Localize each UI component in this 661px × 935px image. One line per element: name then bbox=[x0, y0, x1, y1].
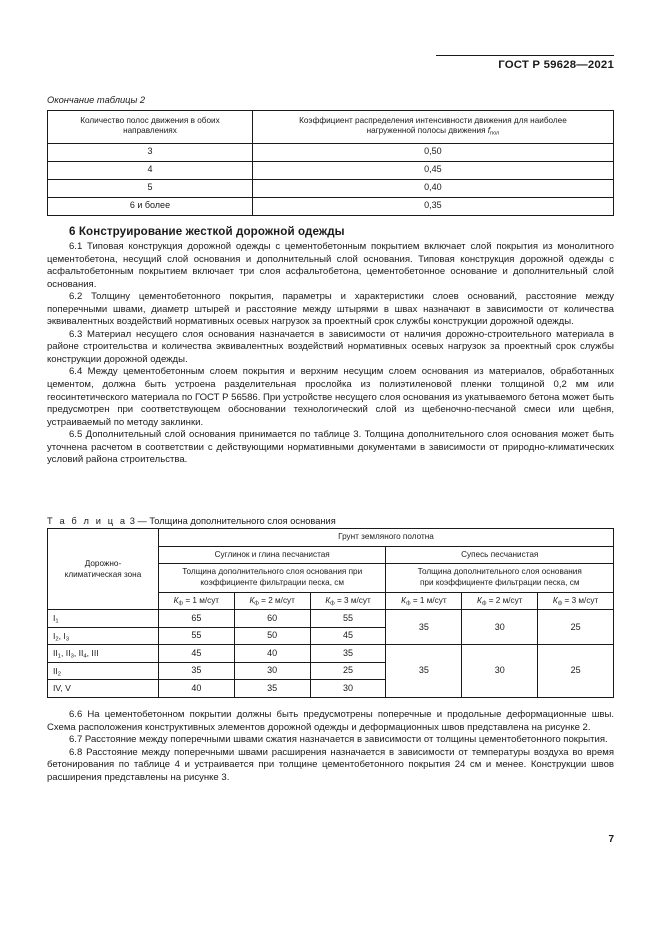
table-row bbox=[48, 143, 614, 161]
table-row bbox=[48, 179, 614, 197]
table3-cell-left-2: 40 bbox=[234, 645, 310, 663]
table2-header-coefficient-line2: нагруженной полосы движения bbox=[366, 126, 486, 136]
table2-header-lanes: Количество полос движения в обоих направлениях bbox=[48, 111, 253, 144]
kf-subscript: ф bbox=[178, 600, 184, 607]
table3-header-kf-right-2 bbox=[462, 592, 538, 610]
table3-cell-right-1: 35 bbox=[386, 610, 462, 645]
kf-value: = 1 м/сут bbox=[185, 595, 220, 605]
table3-header-thickness-left-line2: коэффициенте фильтрации песка, см bbox=[200, 577, 344, 587]
table3-cell-left-3: 45 bbox=[310, 627, 386, 645]
paragraph-6-4: 6.4 Между цементобетонным слоем покрытия и верхним несущим слоем основания из материалов, обработанных цементом, должна быть устроена разделительная прослойка из полиэтиленовой пленки толщиной 0,2 мм или геосинтетического материала по ГОСТ Р 56586. При устройстве несущего слоя основания из укатываемого бетона может быть предусмотрен при соответствующем обосновании технологический слой из щебеночно-песчаной смеси или щебня, устраиваемый по методу заклинки. bbox=[47, 366, 614, 428]
table2-cell-lanes: 6 и более bbox=[48, 197, 253, 215]
table2-cell-coefficient: 0,45 bbox=[252, 161, 613, 179]
table2-container bbox=[47, 110, 614, 216]
table3-cell-right-3: 25 bbox=[538, 610, 614, 645]
table3-container bbox=[47, 528, 614, 698]
table3-header-soil-group: Грунт земляного полотна bbox=[158, 529, 613, 547]
table3-cell-zone: $II_1$, $II_3$, $II_4$, III bbox=[48, 645, 159, 663]
kf-symbol: К bbox=[401, 595, 406, 605]
table3-head bbox=[48, 529, 614, 610]
table3-cell-left-2: 35 bbox=[234, 680, 310, 698]
paragraph-6-1: 6.1 Типовая конструкция дорожной одежды с цементобетонным покрытием включает слой покрытия из монолитного цементобетона, несущий слой основания и дополнительный слой основания. Типовая конструкция дорожной одежды с асфальтобетонным покрытием включает три слоя асфальтобетона, цементобетонное основание и дополнительный слой основания. bbox=[47, 241, 614, 290]
table3-header-zone bbox=[48, 529, 159, 610]
table3-cell-zone: IV, V bbox=[48, 680, 159, 698]
table3-header-zone-line2: климатическая зона bbox=[64, 570, 142, 580]
table-row bbox=[48, 197, 614, 215]
table3-caption bbox=[47, 516, 336, 526]
table3-header-thickness-left bbox=[158, 564, 386, 592]
table3 bbox=[47, 528, 614, 698]
table3-caption-dash: — bbox=[137, 516, 147, 526]
table3-cell-left-1: 55 bbox=[158, 627, 234, 645]
table2-cell-coefficient: 0,40 bbox=[252, 179, 613, 197]
table3-header-zone-line1: Дорожно- bbox=[84, 559, 122, 569]
table3-header-kf-right-1 bbox=[386, 592, 462, 610]
section-heading: 6 Конструирование жесткой дорожной одежды bbox=[69, 224, 345, 238]
table3-cell-zone: $II_2$ bbox=[48, 662, 159, 680]
kf-symbol: К bbox=[477, 595, 482, 605]
kf-value: = 2 м/сут bbox=[488, 595, 523, 605]
table3-cell-left-2: 50 bbox=[234, 627, 310, 645]
table3-cell-left-1: 45 bbox=[158, 645, 234, 663]
table2-caption: Окончание таблицы 2 bbox=[47, 95, 146, 105]
kf-value: = 3 м/сут bbox=[337, 595, 371, 605]
kf-subscript: ф bbox=[330, 600, 335, 607]
table3-cell-zone: $I_1$ bbox=[48, 610, 159, 628]
table3-header-thickness-right-line2: при коэффициенте фильтрации песка, см bbox=[419, 577, 580, 587]
table3-caption-title: Толщина дополнительного слоя основания bbox=[149, 516, 336, 526]
table2-header-coefficient bbox=[252, 111, 613, 144]
kf-value: = 2 м/сут bbox=[261, 595, 295, 605]
table-row bbox=[48, 161, 614, 179]
table3-cell-left-3: 30 bbox=[310, 680, 386, 698]
kf-value: = 1 м/сут bbox=[412, 595, 447, 605]
table3-cell-right-3: 25 bbox=[538, 645, 614, 698]
table3-cell-zone: $I_2$, $I_3$ bbox=[48, 627, 159, 645]
table2-body bbox=[48, 143, 614, 215]
table-row bbox=[48, 610, 614, 628]
table3-header-soil-right: Супесь песчанистая bbox=[386, 546, 614, 564]
kf-subscript: ф bbox=[405, 600, 411, 607]
kf-symbol: К bbox=[325, 595, 331, 605]
table3-header-kf-left-2 bbox=[234, 592, 310, 610]
table-row bbox=[48, 645, 614, 663]
table2-header-row bbox=[48, 111, 614, 144]
paragraph-6-2: 6.2 Толщину цементобетонного покрытия, параметры и характеристики слоев оснований, расстояние между поперечными швами, диаметр штырей и расстояние между штырями в швах назначают в зависимости от количества эквивалентных воздействий нормативных осевых нагрузок за проектный срок службы конструкции дорожной одежды. bbox=[47, 291, 614, 328]
kf-value: = 3 м/сут bbox=[564, 595, 599, 605]
table2-header-symbol-subscript: пол bbox=[490, 130, 500, 137]
table2-header-symbol: f bbox=[487, 126, 491, 136]
table3-header-thickness-left-line1: Толщина дополнительного слоя основания при bbox=[182, 567, 363, 577]
table3-caption-label: Т а б л и ц а bbox=[47, 516, 128, 526]
table3-header-thickness-right bbox=[386, 564, 614, 592]
table2-header-coefficient-line1: Коэффициент распределения интенсивности движения для наиболее bbox=[299, 116, 567, 125]
kf-subscript: ф bbox=[254, 600, 259, 607]
kf-symbol: К bbox=[552, 595, 558, 605]
table3-cell-left-3: 35 bbox=[310, 645, 386, 663]
table3-cell-right-2: 30 bbox=[462, 645, 538, 698]
table3-header-soil-left: Суглинок и глина песчанистая bbox=[158, 546, 386, 564]
table3-cell-left-1: 35 bbox=[158, 662, 234, 680]
table3-body bbox=[48, 610, 614, 698]
paragraph-6-8: 6.8 Расстояние между поперечными швами расширения назначается в зависимости от температуры воздуха во время бетонирования по таблице 4 и устраивается при толщине цементобетонного покрытия 24 см и менее. Конструкции швов расширения представлены на рисунке 3. bbox=[47, 746, 614, 783]
table3-cell-left-2: 60 bbox=[234, 610, 310, 628]
paragraph-6-5: 6.5 Дополнительный слой основания принимается по таблице 3. Толщина дополнительного слоя основания может быть уточнена расчетом в соответствии с действующими нормативными документами в зависимости от природно-климатических условий района строительства. bbox=[47, 429, 614, 466]
paragraph-6-7: 6.7 Расстояние между поперечными швами сжатия назначается в зависимости от толщины цементобетонного покрытия. bbox=[69, 734, 608, 746]
table3-header-kf-left-1 bbox=[158, 592, 234, 610]
table3-cell-left-3: 25 bbox=[310, 662, 386, 680]
table3-cell-left-2: 30 bbox=[234, 662, 310, 680]
table3-header-row-soil bbox=[48, 529, 614, 547]
table2 bbox=[47, 110, 614, 216]
table2-cell-lanes: 4 bbox=[48, 161, 253, 179]
kf-subscript: ф bbox=[557, 600, 563, 607]
page-number: 7 bbox=[608, 834, 614, 845]
table3-caption-number: 3 bbox=[129, 516, 135, 526]
table2-cell-lanes: 5 bbox=[48, 179, 253, 197]
table3-header-kf-right-3 bbox=[538, 592, 614, 610]
table3-cell-right-1: 35 bbox=[386, 645, 462, 698]
kf-subscript: ф bbox=[481, 600, 487, 607]
table2-cell-coefficient: 0,50 bbox=[252, 143, 613, 161]
kf-symbol: К bbox=[173, 595, 179, 605]
running-head: ГОСТ Р 59628—2021 bbox=[498, 59, 614, 71]
table3-cell-left-3: 55 bbox=[310, 610, 386, 628]
running-head-rule bbox=[436, 55, 614, 56]
paragraph-6-3: 6.3 Материал несущего слоя основания назначается в зависимости от наличия дорожно-строительного материала в районе строительства и количества эквивалентных воздействий нормативных осевых нагрузок за проектный срок службы конструкции дорожной одежды. bbox=[47, 328, 614, 365]
table3-cell-right-2: 30 bbox=[462, 610, 538, 645]
table2-cell-coefficient: 0,35 bbox=[252, 197, 613, 215]
section-body-after-table3 bbox=[47, 709, 614, 784]
table3-header-thickness-right-line1: Толщина дополнительного слоя основания bbox=[417, 567, 582, 577]
kf-symbol: К bbox=[249, 595, 255, 605]
table3-header-kf-left-3 bbox=[310, 592, 386, 610]
table3-cell-left-1: 65 bbox=[158, 610, 234, 628]
table3-cell-left-1: 40 bbox=[158, 680, 234, 698]
table2-head bbox=[48, 111, 614, 144]
table2-cell-lanes: 3 bbox=[48, 143, 253, 161]
section-body-before-table3 bbox=[47, 241, 614, 467]
paragraph-6-6: 6.6 На цементобетонном покрытии должны быть предусмотрены поперечные и продольные деформационные швы. Схема расположения конструктивных элементов дорожной одежды и деформационных швов представлена на рисунке 2. bbox=[47, 709, 614, 733]
